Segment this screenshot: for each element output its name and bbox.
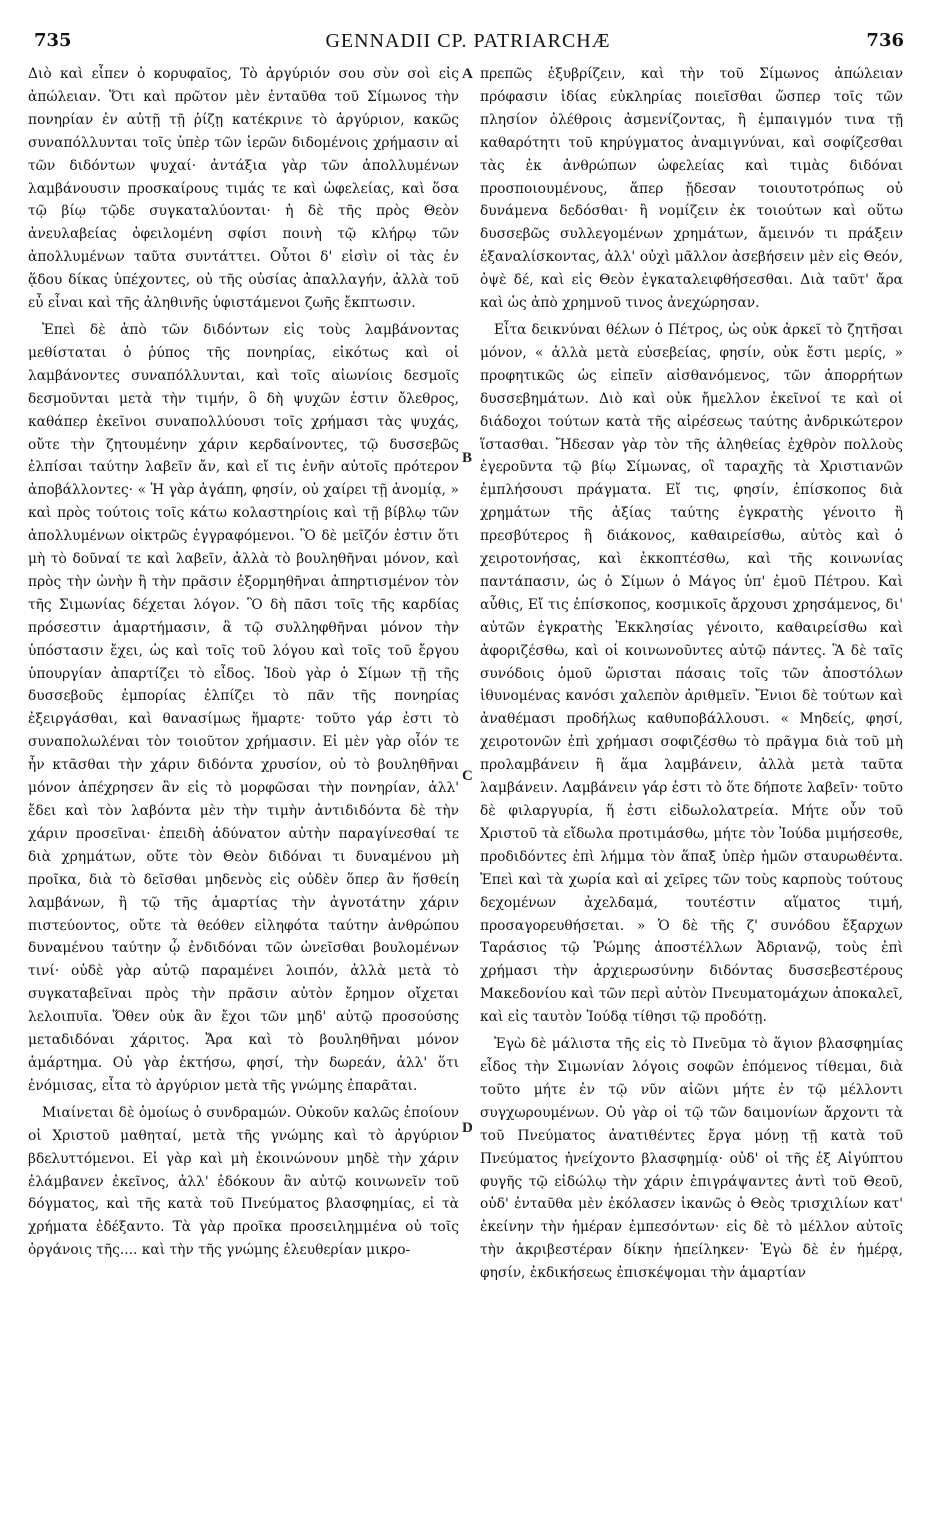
right-column	[480, 63, 903, 1285]
section-marker-c: C	[462, 768, 473, 784]
page-number-left: 735	[34, 30, 72, 51]
section-marker-d: D	[462, 1120, 473, 1136]
paragraph: Ἐγὼ δὲ μάλιστα τῆς εἰς τὸ Πνεῦμα τὸ ἅγιον βλασφημίας εἶδος τὴν Σιμωνίαν λόγοις σοφῶν ἑπόμενος τίθεμαι, διὰ τοῦτο μήτε ἐν τῷ νῦν αἰῶνι μήτε ἐν τῷ μέλλοντι συγχωρουμένων. Οὐ γὰρ οἱ τῷ τῶν δαιμονίων ἄρχοντι τὰ τοῦ Πνεύματος ἀνατιθέντες ἔργα μόνῃ τῇ κατὰ τοῦ Πνεύματος ἠνείχοντο βλασφημίᾳ· οὐδ' οἱ τῆς ἐξ Αἰγύπτου φυγῆς τῷ εἰδώλῳ τὴν χάριν ἐπιγράψαντες ἀντὶ τοῦ Θεοῦ, οὐδ' ἐνταῦθα μὲν ἐκόλασεν ἱκανῶς ὁ Θεὸς τρισχιλίων κατ' ἐκείνην τὴν ἡμέραν ἐμπεσόντων· εἰς δὲ τὸ μέλλον αὐτοῖς τὴν ἀκριβεστέραν δίκην ἠπείληκεν· Ἐγὼ δὲ ἐν ἡμέρᾳ, φησίν, ἐκδικήσεως ἐπισκέψομαι τὴν ἁμαρτίαν	[480, 1036, 903, 1282]
paragraph: Διὸ καὶ εἶπεν ὁ κορυφαῖος, Τὸ ἀργύριόν σου σὺν σοὶ εἰς ἀπώλειαν. Ὅτι καὶ πρῶτον μὲν ἐνταῦθα τοῦ Σίμωνος τὴν πονηρίαν ἐν αὐτῇ τῇ ῥίζῃ κατέκρινε τὸ ἀργύριον, κακῶς συναπόλλυνται τοῖς ὑπὲρ τῶν ἱερῶν διδομένοις χρήμασιν αἱ τῶν διδόντων ψυχαί· ἀντάξια γὰρ τῶν ἀπολλυμένων λαμβάνουσιν προσκαίρους τιμάς τε καὶ ὠφελείας, καὶ ὅσα τῷ βίῳ τῷδε συγκαταλύονται· ἡ δὲ τῆς πρὸς Θεὸν ἀνευλαβείας ὀφειλομένη σφίσι ποινὴ τῷ κλήρῳ τῶν ἀπολλυμένων ταῦτα συντάττει. Οὗτοι δ' εἰσὶν οἱ τὰς ἐν ᾅδου δίκας ὑπέχοντες, οὐ τῆς οὐσίας ἀπαλλαγήν, ἀλλὰ τοῦ εὖ εἶναι καὶ τῆς ἀληθινῆς ὑφιστάμενοι ζωῆς ἔκπτωσιν.	[28, 66, 459, 312]
section-marker-b: B	[462, 450, 473, 466]
paragraph: Ἐπεὶ δὲ ἀπὸ τῶν διδόντων εἰς τοὺς λαμβάνοντας μεθίσταται ὁ ῥύπος τῆς πονηρίας, εἰκότως καὶ οἱ λαμβάνοντες συναπόλλυνται, καὶ τοῖς αἰωνίοις δεσμοῖς δεσμοῦνται μετὰ τὴν τιμήν, ὃ δὴ ψυχῶν ἐστιν ὄλεθρος, καθάπερ ἐκεῖνοι συναπολλύουσι τοῖς χρήμασι τὰς ψυχάς, οὔτε τὴν ζητουμένην χάριν κερδαίνοντες, τῷ δυσσεβῶς ἐλπίσαι ταύτην λαβεῖν ἄν, καὶ εἴ τις ἐνῆν αὐτοῖς πρότερον ἀποβάλλοντες· « Ἡ γὰρ ἀγάπη, φησίν, οὐ χαίρει τῇ ἀνομίᾳ, » καὶ πρὸς τούτοις τοῖς κάτω κολαστηρίοις καὶ τῇ βίβλῳ τῶν ἀπολλυμένων οἰκτρῶς ἐγγραφόμενοι. Ὃ δὲ μεῖζόν ἐστιν ὅτι μὴ τὸ δοῦναί τε καὶ λαβεῖν, ἀλλὰ τὸ βουληθῆναι μόνον, καὶ πρὸς τὴν ὠνὴν ἢ τὴν πρᾶσιν ἐξορμηθῆναι ἀπηρτισμένον τὸν τῆς Σιμωνίας δέχεται λόγον. Ὃ δὴ πᾶσι τοῖς τῆς καρδίας πρόσεστιν ἁμαρτήμασιν, ἃ τῷ συλληφθῆναι μόνον τὴν ὑπόστασιν ἔχει, ὡς καὶ τοῖς τοῦ λόγου καὶ τοῖς τοῦ ἔργου ὑπουργίαν ἀπαρτίζει τὸ εἶδος. Ἰδοὺ γὰρ ὁ Σίμων τῇ τῆς δυσσεβοῦς ἐμπορίας ἐλπίζει τὸ πᾶν τῆς πονηρίας ἐξειργάσθαι, καὶ θανασίμως ἥμαρτε· τοῦτο γάρ ἐστι τὸ συναπολωλέναι τὸν τοιοῦτον χρήμασιν. Εἰ μὲν γὰρ οἷόν τε ἦν κτᾶσθαι τὴν χάριν διδόντα χρυσίον, οὐ τὸ βουληθῆναι μόνον ἀπέχρησεν ἂν εἰς τὸ μορφῶσαι τὴν πονηρίαν, ἀλλ' ἔδει καὶ τὸν λαβόντα μὲν τὴν τιμὴν ἀντιδιδόντα δὲ τὴν χάριν προσεῖναι· ἐπειδὴ ἀδύνατον αὐτὴν παραγίνεσθαί τε διὰ χρημάτων, οὔτε τὸν Θεὸν διδόναι τι δυναμένου μὴ προῖκα, διὰ τὸ δεῖσθαι μηδενὸς εἰς οὐδὲν ὅπερ ἂν ἥσθείη λαμβάνων, ἢ τῷ τῆς ἁμαρτίας τὴν ἀγνοτάτην χάριν πιστεύοντος, οὔτε τὰ θεόθεν εἰληφότα ταύτην ἀνθρώπου δυναμένου ταύτην ᾧ ἐνδιδόναι τῶν ὠνεῖσθαι βουλομένων τινί· οὐδὲ γὰρ αὐτῷ παραμένει λοιπόν, ἀλλὰ μετὰ τὸ συγκαταβεῖναι πρὸς τὴν πρᾶσιν αὐτὸν ἔρημον οἴχεται λελοιπυῖα. Ὅθεν οὐκ ἂν ἔχοι τῶν μηδ' αὐτῷ προσούσης μεταδιδόναι χάριτος. Ἄρα καὶ τὸ βουληθῆναι μόνον ἁμάρτημα. Οὐ γὰρ ἐκτήσω, φησί, τὴν δωρεάν, ἀλλ' ὅτι ἐνόμισας, εἶτα τὸ ἀργύριον μετὰ τῆς γνώμης ἐπαρᾶται.	[28, 321, 459, 1094]
paragraph: Μιαίνεται δὲ ὁμοίως ὁ συνδραμών. Οὐκοῦν καλῶς ἐποίουν οἱ Χριστοῦ μαθηταί, μετὰ τῆς γνώμης καὶ τὸ ἀργύριον βδελυττόμενοι. Εἰ γὰρ καὶ μὴ ἐκοινώνουν μηδὲ τὴν χάριν ἐλάμβανεν ἐκεῖνος, ἀλλ' ἐδόκουν ἂν αὐτῷ κοινωνεῖν τοῦ δόγματος, καὶ τῆς κατὰ τοῦ Πνεύματος βλασφημίας, εἰ τὰ χρήματα ἐδέξαντο. Τὰ γὰρ προῖκα προσειλημμένα οὐ τοῖς ὀργάνοις τῆς.... καὶ τὴν τῆς γνώμης ἐλευθερίαν μικρο-	[28, 1104, 459, 1259]
page-header	[30, 30, 906, 60]
page-number-right: 736	[866, 30, 904, 51]
paragraph: πρεπῶς ἐξυβρίζειν, καὶ τὴν τοῦ Σίμωνος ἀπώλειαν πρόφασιν ἰδίας εὐκληρίας ποιεῖσθαι ὥσπερ τοῖς τῶν πλησίον ὀλέθροις ἀσμενίζοντας, ἢ ἐμπαιγμόν τινα τῇ καθαρότητι τοῦ κηρύγματος ἀναμιγνύναι, καὶ σοφίζεσθαι τὰς ἐκ ἀνθρώπων ὠφελείας καὶ τιμὰς διδόναι προσποιουμένους, ἅπερ ᾔδεσαν τοιουτοτρόπως οὐ δυνάμενα δεδόσθαι· ἢ νομίζειν ἐκ τοιούτων καὶ οὕτω δυσσεβῶς συλλεγομένων χρημάτων, ἄμεινόν τι πράξειν ἐξαναλίσκοντας, ἀλλ' οὐχὶ μᾶλλον ἀσεβήσειν μὲν εἰς Θεόν, ὀψὲ δέ, καὶ εἰς Θεὸν ἐγκαταλειφθήσεσθαι. Διὰ ταῦτ' ἄρα καὶ ὡς ἀπὸ χρημνοῦ τινος ἀνεχώρησαν.	[480, 66, 903, 312]
paragraph: Εἶτα δεικνύναι θέλων ὁ Πέτρος, ὡς οὐκ ἀρκεῖ τὸ ζητῆσαι μόνον, « ἀλλὰ μετὰ εὐσεβείας, φησίν, οὐκ ἔστι μερίς, » προφητικῶς ὡς εἰπεῖν αἰσθανόμενος, τῶν ἀπορρήτων δυσσεβημάτων. Διὸ καὶ οὐκ ἤμελλον ἐκεῖνοί τε καὶ οἱ διάδοχοι τούτων κατὰ τῆς αἱρέσεως ταύτης ἀνδρικώτερον ἵστασθαι. Ἤδεσαν γὰρ τὸν τῆς ἀληθείας ἐχθρὸν πολλοὺς ἐγεροῦντα τῷ βίῳ Σίμωνας, οἳ ταραχῆς τὰ Χριστιανῶν ἐμπλήσουσι πράγματα. Εἴ τις, φησίν, ἐπίσκοπος διὰ χρημάτων τῆς ἀξίας ταύτης ἐγκρατὴς γένοιτο ἢ πρεσβύτερος ἢ διάκονος, καθαιρείσθω, αὐτὸς καὶ ὁ χειροτονήσας, καὶ ἐκκοπτέσθω, καὶ τῆς κοινωνίας παντάπασιν, ὡς ὁ Σίμων ὁ Μάγος ὑπ' ἐμοῦ Πέτρου. Καὶ αὖθις, Εἴ τις ἐπίσκοπος, κοσμικοῖς ἄρχουσι χρησάμενος, δι' αὐτῶν ἐγκρατὴς Ἐκκλησίας γένοιτο, καθαιρείσθω καὶ ἀφοριζέσθω, καὶ οἱ κοινωνοῦντες αὐτῷ πάντες. Ἃ δὲ ταῖς συνόδοις ὁμοῦ ὥρισται πάσαις τοῖς τῶν ἀποστόλων ἰθυνομένας κανόσι χαλεπὸν ἀριθμεῖν. Ἔνιοι δὲ τούτων καὶ ἀναθέμασι προδήλως καθυποβάλλουσι. « Μηδείς, φησί, χειροτονῶν ἐπὶ χρήμασι σοφιζέσθω τὸ πρᾶγμα διὰ τοῦ μὴ προλαμβάνειν ἢ ἅμα λαμβάνειν, ἀλλὰ μετὰ ταῦτα λαμβάνειν. Λαμβάνειν γάρ ἐστι τὸ ὅτε δήποτε λαβεῖν· τοῦτο δὲ φιλαργυρία, ἥ ἐστι εἰδωλολατρεία. Μήτε οὖν τοῦ Χριστοῦ τὰ εἴδωλα προτιμάσθω, μήτε τὸν Ἰούδα μιμήσεσθε, προδιδόντες ἐπὶ λήμμα τὸν ἅπαξ ὑπὲρ ἡμῶν σταυρωθέντα. Ἐπεὶ καὶ τὰ χωρία καὶ αἱ χεῖρες τῶν τοὺς καρποὺς τούτους δεχομένων ἀχελδαμά, τουτέστιν αἵματος τιμή, προσαγορευθήσεται. » Ὁ δὲ τῆς ζ' συνόδου ἔξαρχων Ταράσιος τῷ Ῥώμης ἀποστέλλων Ἀδριανῷ, τοὺς ἐπὶ χρήμασι τὴν ἀρχιερωσύνην διδόντας δυσσεβεστέρους Μακεδονίου καὶ τῶν περὶ αὐτὸν Πνευματομάχων ἀποκαλεῖ, καὶ εἰς ταυτὸν Ἰούδᾳ τίθησι τῷ προδότῃ.	[480, 321, 903, 1026]
section-marker-a: A	[462, 66, 473, 82]
left-column	[28, 63, 459, 1262]
running-title: GENNADII CP. PATRIARCHÆ	[325, 30, 611, 52]
